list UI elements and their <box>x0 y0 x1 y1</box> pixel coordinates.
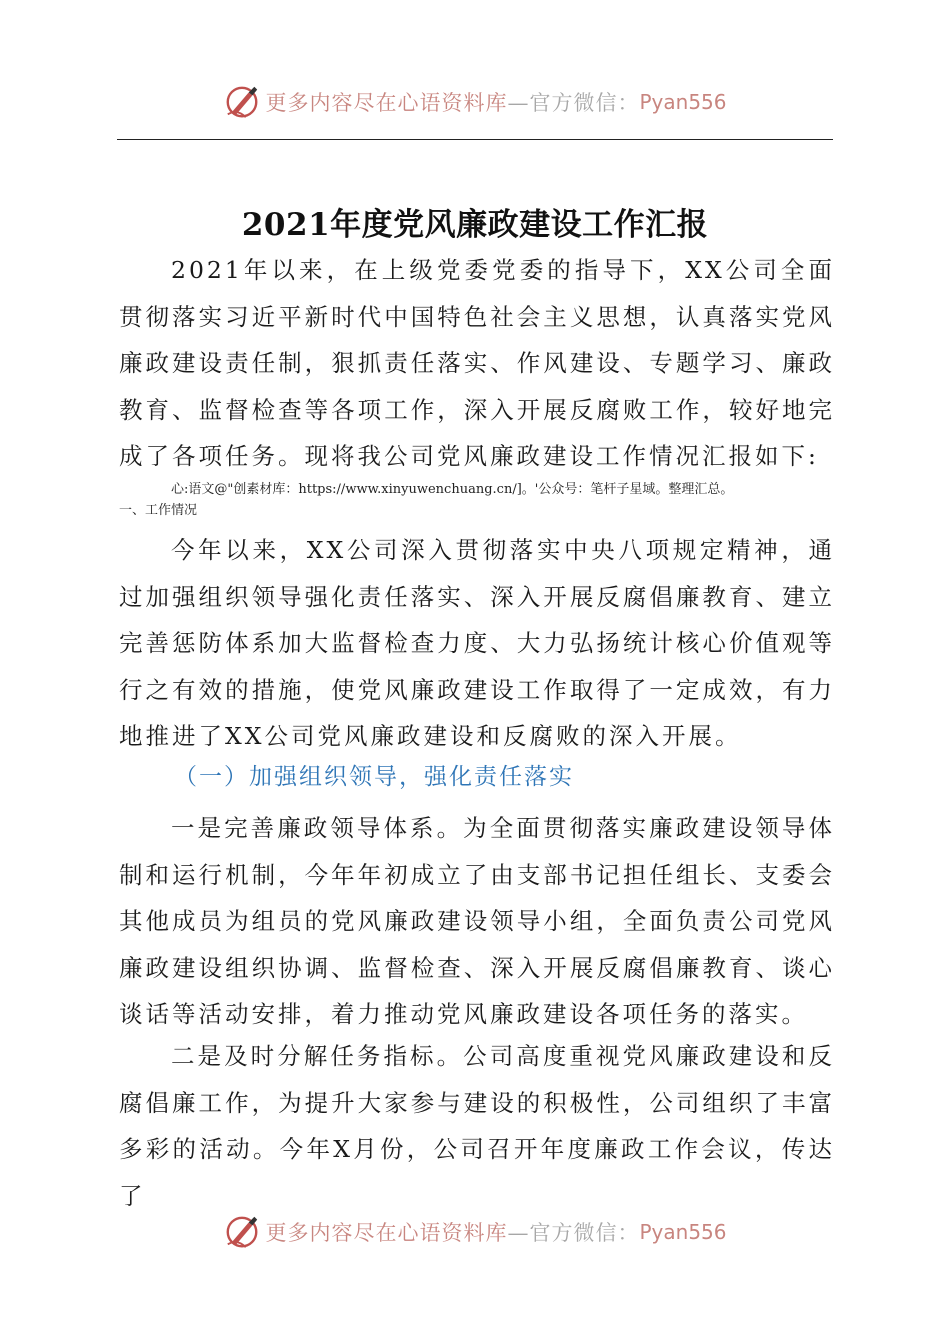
section-heading-work-status: 一、工作情况 <box>119 503 198 518</box>
footer-wechat-id: Pyan556 <box>639 1220 727 1244</box>
footer-official-text: —官方微信： <box>507 1221 640 1245</box>
point-one-paragraph: 一是完善廉政领导体系。为全面贯彻落实廉政建设领导体制和运行机制，今年年初成立了由支部书记担任组长、支委会其他成员为组员的党风廉政建设领导小组，全面负责公司党风廉政建设组织协调、监督检查、深入开展反腐倡廉教育、谈心谈话等活动安排，着力推动党风廉政建设各项任务的落实。 <box>119 814 835 1028</box>
point-two-paragraph: 二是及时分解任务指标。公司高度重视党风廉政建设和反腐倡廉工作，为提升大家参与建设的积极性，公司组织了丰富多彩的活动。今年X月份，公司召开年度廉政工作会议，传达了 <box>119 1042 835 1210</box>
subheading-organization: （一）加强组织领导，强化责任落实 <box>174 764 574 790</box>
source-note: 心:语文@"创素材库：https://www.xinyuwenchuang.cn/]。'公众号：笔杆子星域。整理汇总。 <box>171 482 734 497</box>
footer-library-text: 更多内容尽在心语资料库 <box>265 1221 508 1245</box>
header-wechat-id: Pyan556 <box>639 90 727 114</box>
document-title: 2021年度党风廉政建设工作汇报 <box>241 206 709 243</box>
page-header <box>0 82 950 122</box>
intro-paragraph: 2021年以来，在上级党委党委的指导下，XX公司全面贯彻落实习近平新时代中国特色社会主义思想，认真落实党风廉政建设责任制，狠抓责任落实、作风建设、专题学习、廉政教育、监督检查等各项工作，深入开展反腐败工作，较好地完成了各项任务。现将我公司党风廉政建设工作情况汇报如下: <box>119 256 835 470</box>
work-status-paragraph: 今年以来，XX公司深入贯彻落实中央八项规定精神，通过加强组织领导强化责任落实、深入开展反腐倡廉教育、建立完善惩防体系加大监督检查力度、大力弘扬统计核心价值观等行之有效的措施，使党风廉政建设工作取得了一定成效，有力地推进了XX公司党风廉政建设和反腐败的深入开展。 <box>119 536 835 750</box>
header-divider <box>117 139 833 140</box>
pen-logo-icon <box>223 1213 261 1251</box>
header-official-text: —官方微信： <box>507 91 640 115</box>
pen-logo-icon <box>223 83 261 121</box>
page-footer <box>0 1212 950 1252</box>
header-library-text: 更多内容尽在心语资料库 <box>265 91 508 115</box>
